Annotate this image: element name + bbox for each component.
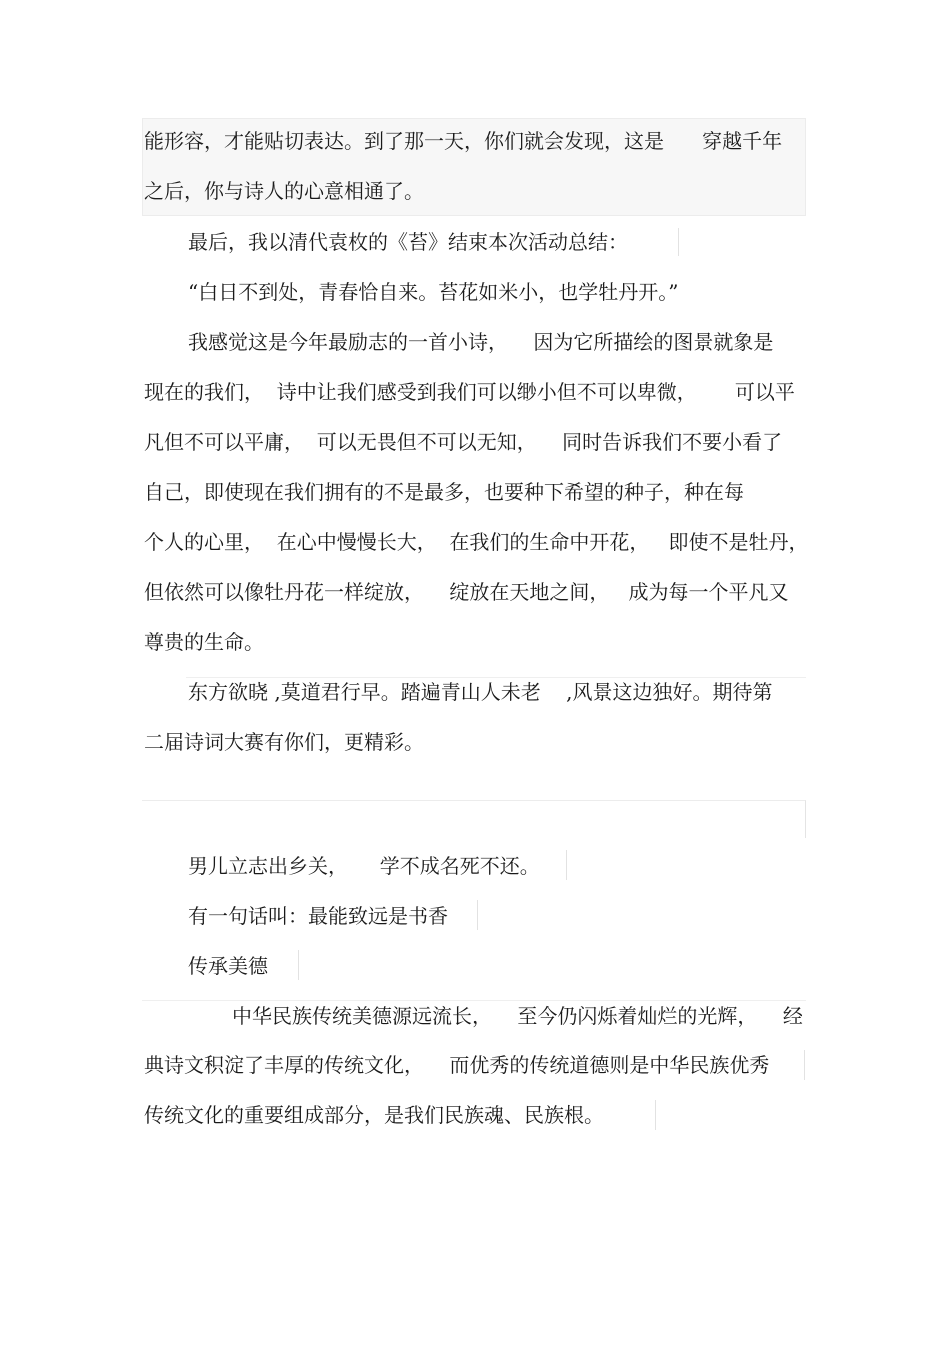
paragraph-4-line-2: 现在的我们， 诗中让我们感受到我们可以缈小但不可以卑微， 可以平 <box>144 380 795 404</box>
paragraph-9-line-3: 传统文化的重要组成部分，是我们民族魂、民族根。 <box>144 1103 604 1127</box>
paragraph-7-line-1: 有一句话叫：最能致远是书香 <box>188 904 448 928</box>
paragraph-4-line-5: 个人的心里， 在心中慢慢长大， 在我们的生命中开花， 即使不是牡丹， <box>144 530 809 554</box>
paragraph-5-line-1: 东方欲晓 ,莫道君行早。踏遍青山人未老 ,风景这边独好。期待第 <box>188 680 773 704</box>
paragraph-4-line-7: 尊贵的生命。 <box>144 630 264 654</box>
poem-quote: “白日不到处，青春恰自来。苔花如米小，也学牡丹开。” <box>188 280 679 304</box>
paragraph-2-line-1: 最后，我以清代袁枚的《苔》结束本次活动总结： <box>188 230 628 254</box>
text-frame-edge <box>298 950 299 980</box>
frame-top-line <box>142 1000 806 1001</box>
paragraph-6-line-1: 男儿立志出乡关， 学不成名死不还。 <box>188 854 540 878</box>
paragraph-9-line-2: 典诗文积淀了丰厚的传统文化， 而优秀的传统道德则是中华民族优秀 <box>144 1053 770 1077</box>
text-frame-edge <box>477 900 478 930</box>
frame-top-line <box>186 677 806 678</box>
paragraph-4-line-1: 我感觉这是今年最励志的一首小诗， 因为它所描绘的图景就象是 <box>188 330 774 354</box>
section-heading: 传承美德 <box>188 954 268 978</box>
empty-text-frame <box>142 800 806 838</box>
text-frame-edge <box>804 1050 805 1080</box>
paragraph-5-line-2: 二届诗词大赛有你们，更精彩。 <box>144 730 424 754</box>
paragraph-4-line-4: 自己，即使现在我们拥有的不是最多，也要种下希望的种子，种在每 <box>144 480 744 504</box>
text-frame-edge <box>655 1100 656 1130</box>
paragraph-4-line-3: 凡但不可以平庸， 可以无畏但不可以无知， 同时告诉我们不要小看了 <box>144 430 783 454</box>
paragraph-1-line-2: 之后，你与诗人的心意相通了。 <box>144 179 424 203</box>
paragraph-1-line-1: 能形容，才能贴切表达。到了那一天，你们就会发现，这是 穿越千年 <box>144 129 783 153</box>
text-cursor-mark <box>678 228 679 256</box>
paragraph-9-line-1: 中华民族传统美德源远流长， 至今仍闪烁着灿烂的光辉， 经 <box>232 1004 803 1028</box>
paragraph-4-line-6: 但依然可以像牡丹花一样绽放， 绽放在天地之间， 成为每一个平凡又 <box>144 580 789 604</box>
text-frame-edge <box>566 850 567 880</box>
